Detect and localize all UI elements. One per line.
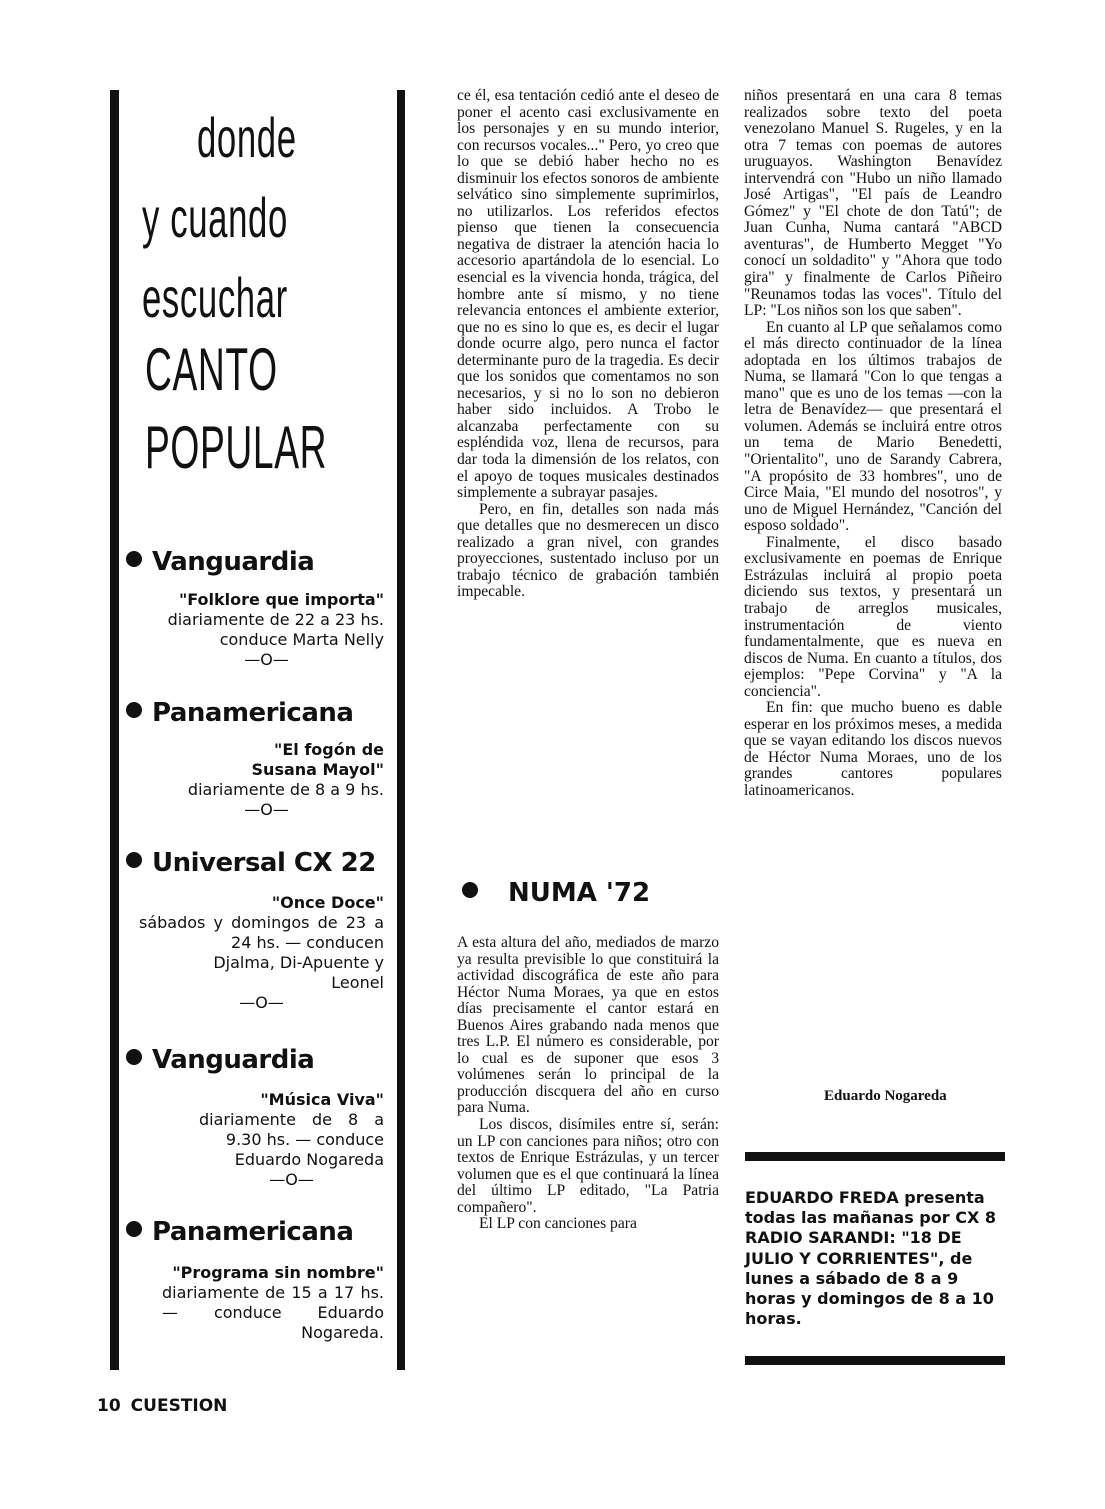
- promo-top-bar: [745, 1152, 1005, 1161]
- magazine-name: CUESTION: [130, 1396, 228, 1416]
- article-paragraph: A esta altura del año, mediados de marzo ya resulta previsible lo que constituirá la actividad discográfica de este año para Héctor Numa Moraes, ya que en estos días precisamente el cantor estará en Buenos Aires grabando nada menos que tres L.P. El número es considerable, por lo cual es de suponer que esos 3 volúmenes serán lo principal de la producción discquera del año en curso para Numa.: [457, 934, 719, 1117]
- bullet-icon: [126, 551, 142, 567]
- article-paragraph: Pero, en fin, detalles son nada más que detalles que no desmerecen un disco realizado a gran nivel, con grandes proyecciones, sustentado incluso por un trabajo técnico de grabación también impecable.: [457, 500, 719, 601]
- section-heading: NUMA '72: [462, 878, 650, 908]
- program-title: "Programa sin nombre": [172, 1263, 384, 1282]
- article-paragraph: ce él, esa tentación cedió ante el deseo de poner el acento casi exclusivamente en los personajes y en su mundo interior, con recursos vocales..." Pero, yo creo que lo que se debió haber hecho no es disminuir los efectos sonoros de ambiente selvático sino simplemente suprimirlos, no utilizarlos. Los referidos efectos pienso que tienen la consecuencia negativa de distraer la atención hacia lo accesorio apartándola de lo esencial. Lo esencial es la vivencia honda, trágica, del hombre ante sí mismo, y no tiene relevancia entonces el ambiente exterior, que no es sino lo que es, es decir el lugar donde ocurre algo, pero nunca el factor determinante puro de la tragedia. Es decir que los sonidos que comentamos no son necesarios, y si no lo son no debieron haber sido incluidos. A Trobo le alcanzaba perfectamente con su espléndida voz, llena de recursos, para dar toda la dimensión de los relatos, con el apoyo de toques musicales destinados simplemente a subrayar pasajes.: [457, 87, 720, 502]
- program-block: [199, 1090, 384, 1190]
- program-title: "Música Viva": [260, 1090, 384, 1109]
- separator: —O—: [244, 650, 289, 669]
- article-paragraph: El LP con canciones para: [479, 1215, 637, 1233]
- program-block: [149, 590, 384, 670]
- program-schedule: diariamente de 22 a 23 hs.: [167, 610, 384, 629]
- program-host: Nogareda.: [301, 1323, 384, 1342]
- program-schedule: diariamente de 15 a 17 hs. — conduce Eduardo: [162, 1283, 384, 1322]
- program-host: Djalma, Di-Apuente y Leonel: [213, 953, 384, 992]
- title-line-5: POPULAR: [145, 414, 328, 481]
- program-title: "Once Doce": [271, 893, 384, 912]
- promo-box: EDUARDO FREDA presenta todas las mañanas por CX 8 RADIO SARANDI: "18 DE JULIO Y CORRIENTES", de lunes a sábado de 8 a 9 horas y domingos de 8 a 10 horas.: [745, 1188, 996, 1329]
- title-line-4: CANTO: [145, 336, 278, 403]
- program-title: "El fogón de Susana Mayol": [251, 740, 384, 779]
- article-paragraph: niños presentará en una cara 8 temas realizados sobre texto del poeta venezolano Manuel S. Rugeles, y en la otra 7 temas con poemas de autores uruguayos. Washington Benavídez intervendrá con "Hubo un niño llamado José Artigas", "El país de Leandro Gómez" y "El chote de don Tatú"; de Juan Cunha, Numa cantará "ABCD aventuras", de Humberto Megget "Yo conocí un soldadito" y "Ahora que todo gira" y finalmente de Carlos Piñeiro "Reunamos todas las voces". Título del LP: "Los niños son los que saben".: [744, 87, 1002, 320]
- article-paragraph: En cuanto al LP que señalamos como el más directo continuador de la línea adoptada en los últimos trabajos de Numa, se llamará "Con lo que tengas a mano" que es uno de los temas —con la letra de Benavídez— que presentará el volumen. Además se incluirá entre otros un tema de Mario Benedetti, "Orientalito", uno de Sarandy Cabrera, "A propósito de 33 hombres", uno de Circe Maia, "El mundo del nosotros", y uno de Miguel Hernández, "Canción del esposo soldado".: [744, 318, 1002, 535]
- page-footer: [97, 1396, 227, 1416]
- bullet-icon: [126, 1049, 142, 1065]
- title-line-1: donde: [197, 106, 297, 169]
- program-schedule: diariamente de 8 a 9.30 hs. — conduce: [199, 1110, 384, 1149]
- article-paragraph: En fin: que mucho bueno es dable esperar en los próximos meses, a medida que se vayan editando los discos nuevos de Héctor Numa Moraes, uno de los grandes cantores populares latinoamericanos.: [744, 699, 1002, 799]
- program-block: [139, 893, 384, 1013]
- article-paragraph: Finalmente, el disco basado exclusivamente en poemas de Enrique Estrázulas incluirá al propio poeta diciendo sus textos, y presentará un trabajo de arreglos musicales, instrumentación de viento fundamentalmente, que es nueva en discos de Numa. En cuanto a títulos, dos ejemplos: "Pepe Corvina" y "A la conciencia".: [744, 533, 1002, 700]
- author-signature: Eduardo Nogareda: [824, 1088, 947, 1104]
- right-column-rule: [397, 90, 405, 1370]
- bullet-icon: [126, 852, 142, 868]
- article-paragraph: Los discos, disímiles entre sí, serán: un LP con canciones para niños; otro con textos de Enrique Estrázulas, y un tercer volumen que es el que continuará la línea del último LP editado, "La Patria compañero".: [457, 1116, 719, 1216]
- title-line-2: y cuando: [142, 186, 288, 249]
- program-host: Eduardo Nogareda: [234, 1150, 384, 1169]
- program-title: "Folklore que importa": [178, 590, 384, 609]
- program-schedule: diariamente de 8 a 9 hs.: [187, 780, 384, 799]
- promo-bottom-bar: [745, 1356, 1005, 1365]
- station-name: Vanguardia: [126, 547, 388, 577]
- article-column-2-section: [457, 935, 719, 1233]
- title-line-3: escuchar: [142, 266, 288, 329]
- program-host: conduce Marta Nelly: [219, 630, 384, 649]
- station-name: Panamericana: [126, 1217, 388, 1247]
- program-schedule: sábados y domingos de 23 a 24 hs. — conducen: [139, 913, 384, 952]
- bullet-icon: [462, 882, 478, 898]
- page-number: 10: [97, 1396, 121, 1416]
- station-name: Panamericana: [126, 698, 388, 728]
- article-column-2: [457, 88, 719, 601]
- bullet-icon: [126, 702, 142, 718]
- bullet-icon: [126, 1221, 142, 1237]
- listings-panel: [122, 95, 394, 1370]
- separator: —O—: [239, 993, 284, 1012]
- program-block: [162, 1263, 384, 1343]
- station-name: Universal CX 22: [126, 848, 388, 878]
- program-block: [149, 740, 384, 820]
- article-column-3: [744, 88, 1002, 800]
- separator: —O—: [269, 1170, 314, 1189]
- left-column-rule: [110, 90, 119, 1370]
- station-name: Vanguardia: [126, 1045, 388, 1075]
- separator: —O—: [244, 800, 289, 819]
